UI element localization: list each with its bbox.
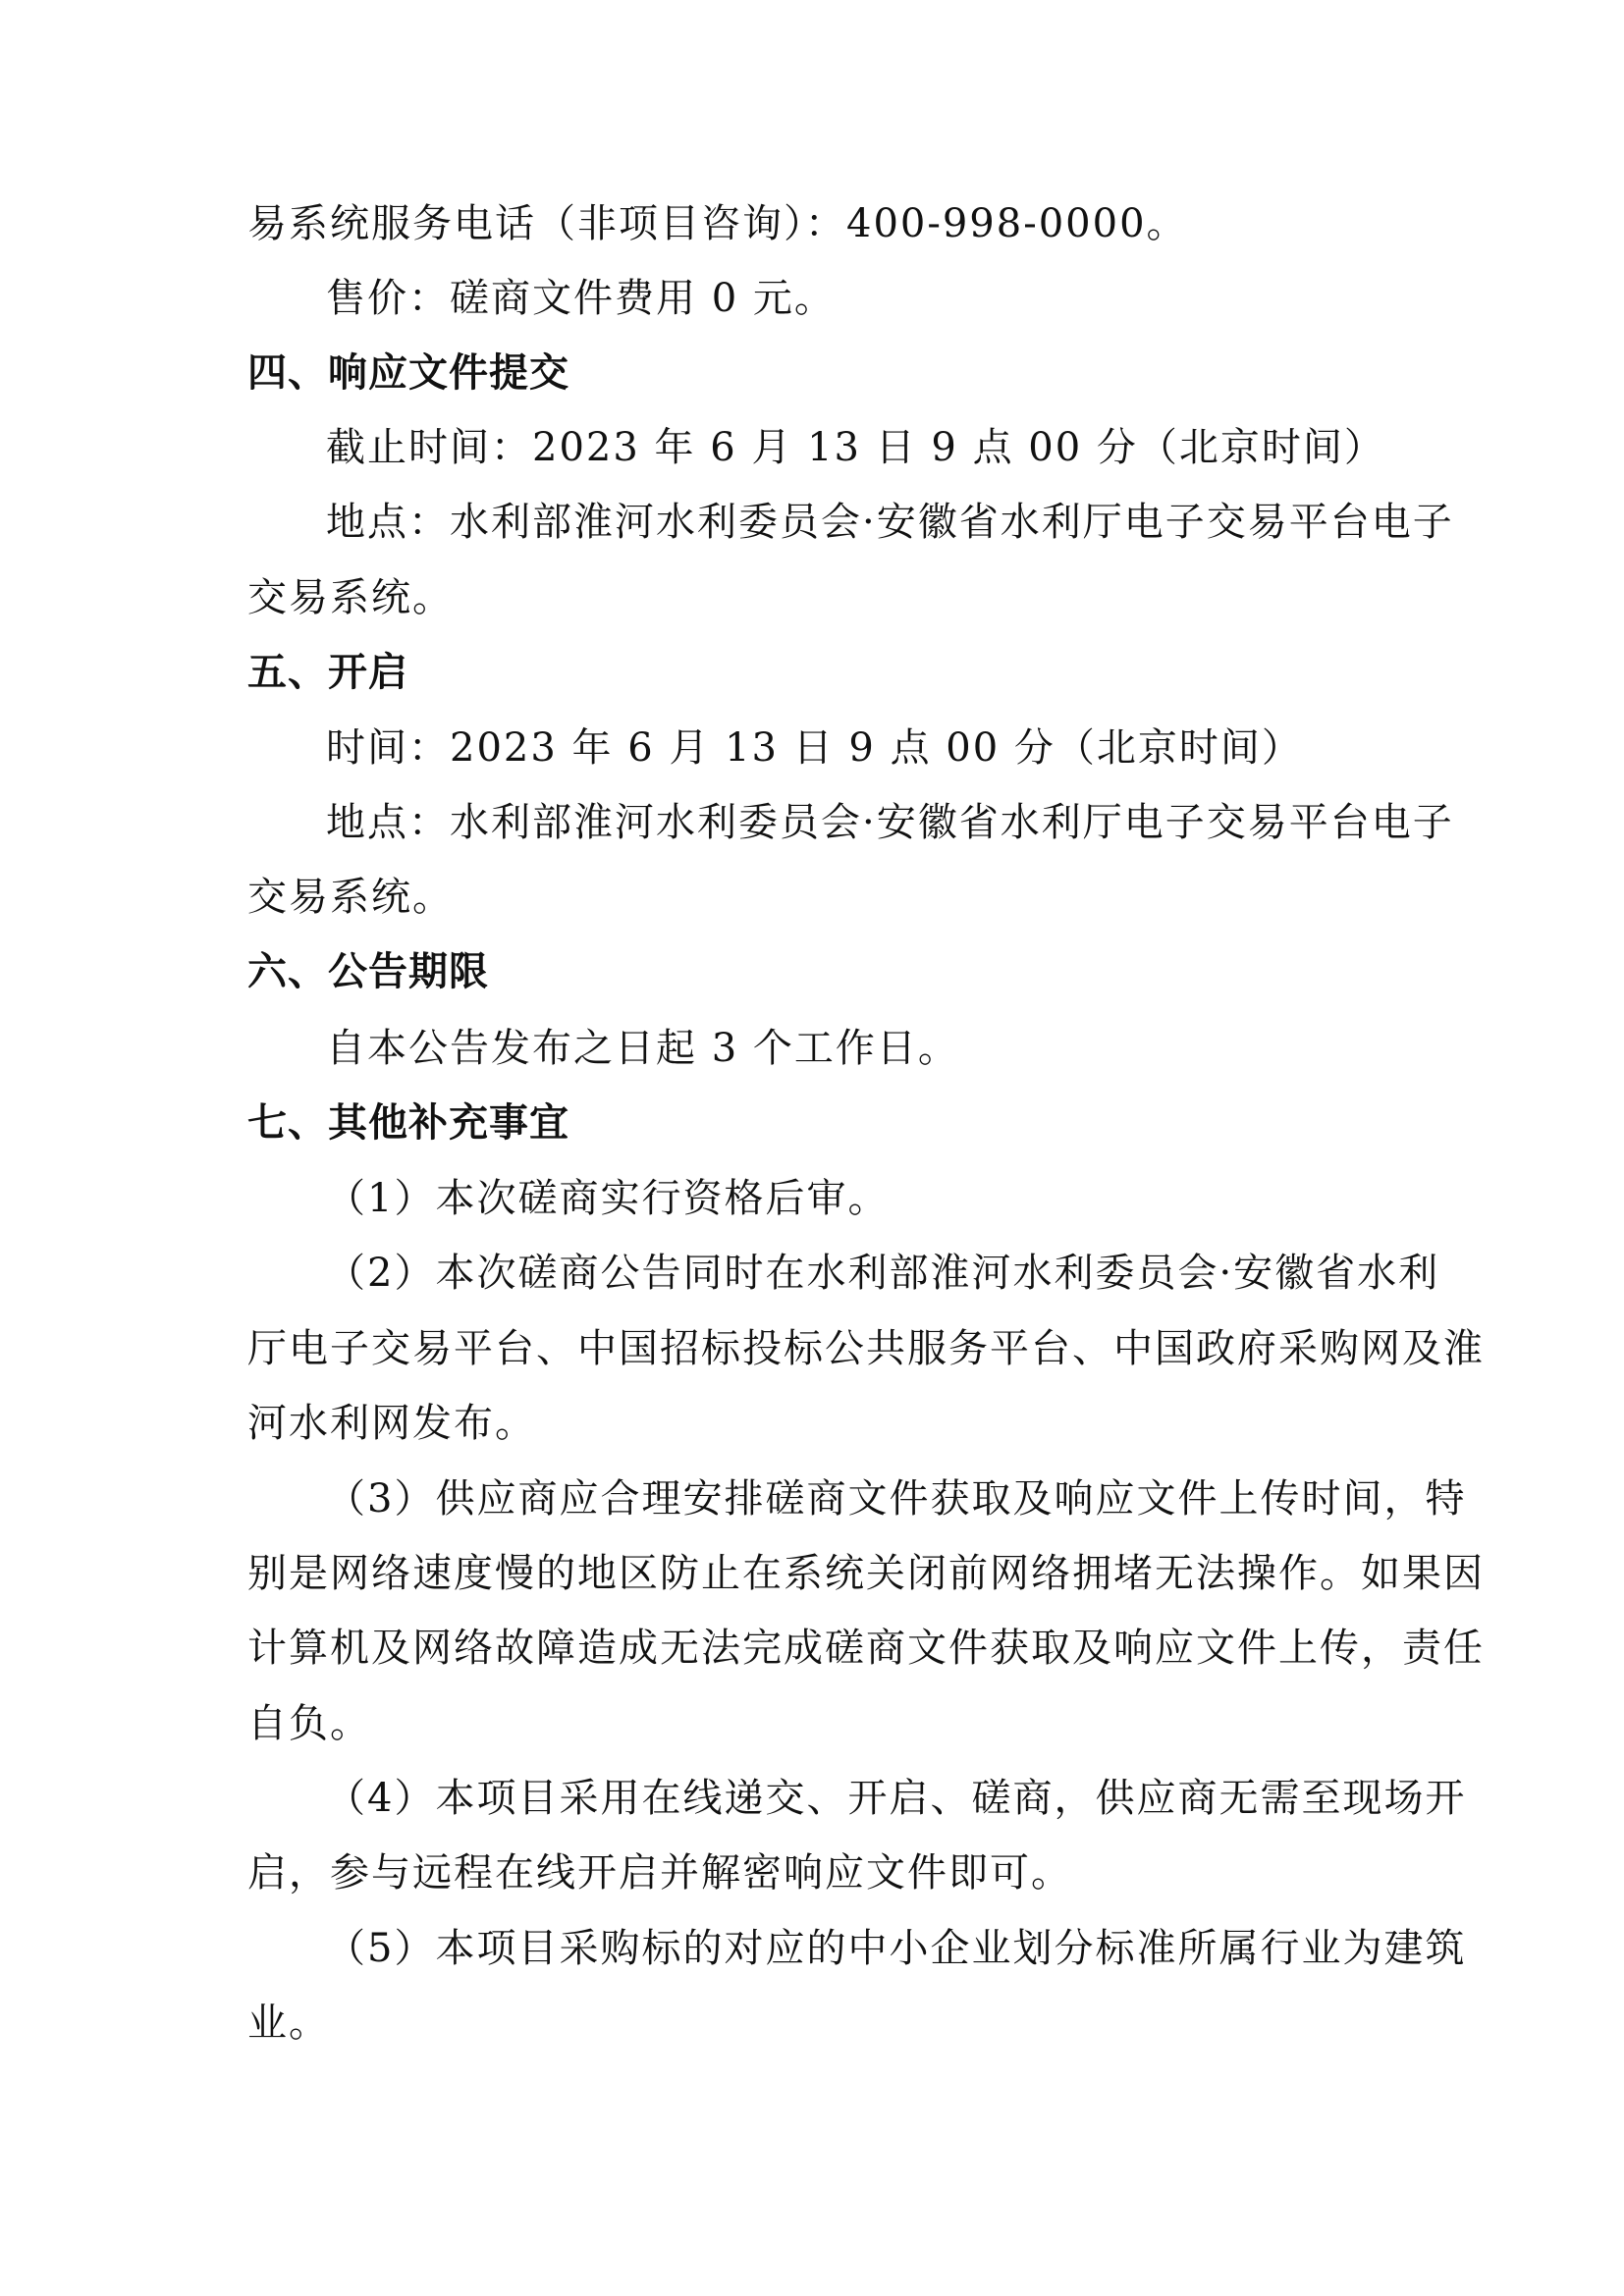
paragraph-line: 别是网络速度慢的地区防止在系统关闭前网络拥堵无法操作。如果因	[247, 1551, 1485, 1596]
list-item-line: （4）本项目采用在线递交、开启、磋商，供应商无需至现场开	[326, 1776, 1467, 1821]
section-heading: 六、公告期限	[247, 949, 489, 994]
paragraph-line: 计算机及网络故障造成无法完成磋商文件获取及响应文件上传，责任	[247, 1626, 1485, 1671]
section-heading: 四、响应文件提交	[247, 350, 569, 396]
section-heading: 七、其他补充事宜	[247, 1100, 569, 1146]
paragraph-line: 地点：水利部淮河水利委员会·安徽省水利厅电子交易平台电子	[326, 500, 1454, 545]
paragraph-line: 截止时间：2023 年 6 月 13 日 9 点 00 分（北京时间）	[326, 425, 1385, 470]
paragraph-line: 交易系统。	[247, 875, 454, 920]
list-item-line: （1）本次磋商实行资格后审。	[326, 1176, 890, 1221]
paragraph-line: 业。	[247, 2001, 330, 2046]
paragraph-line: 自负。	[247, 1701, 371, 1746]
list-item-line: （2）本次磋商公告同时在水利部淮河水利委员会·安徽省水利	[326, 1251, 1440, 1296]
paragraph-line: 交易系统。	[247, 575, 454, 620]
paragraph-line: 启，参与远程在线开启并解密响应文件即可。	[247, 1850, 1072, 1896]
paragraph-line: 厅电子交易平台、中国招标投标公共服务平台、中国政府采购网及淮	[247, 1326, 1485, 1371]
paragraph-line: 时间：2023 年 6 月 13 日 9 点 00 分（北京时间）	[326, 725, 1303, 771]
list-item-line: （3）供应商应合理安排磋商文件获取及响应文件上传时间，特	[326, 1476, 1467, 1522]
section-heading: 五、开启	[247, 650, 408, 695]
paragraph-line: 售价：磋商文件费用 0 元。	[326, 276, 836, 321]
paragraph-line: 易系统服务电话（非项目咨询）：400-998-0000。	[247, 201, 1188, 246]
list-item-line: （5）本项目采购标的对应的中小企业划分标准所属行业为建筑	[326, 1926, 1467, 1971]
paragraph-line: 河水利网发布。	[247, 1401, 536, 1446]
paragraph-line: 地点：水利部淮河水利委员会·安徽省水利厅电子交易平台电子	[326, 800, 1454, 845]
paragraph-line: 自本公告发布之日起 3 个工作日。	[326, 1026, 959, 1071]
